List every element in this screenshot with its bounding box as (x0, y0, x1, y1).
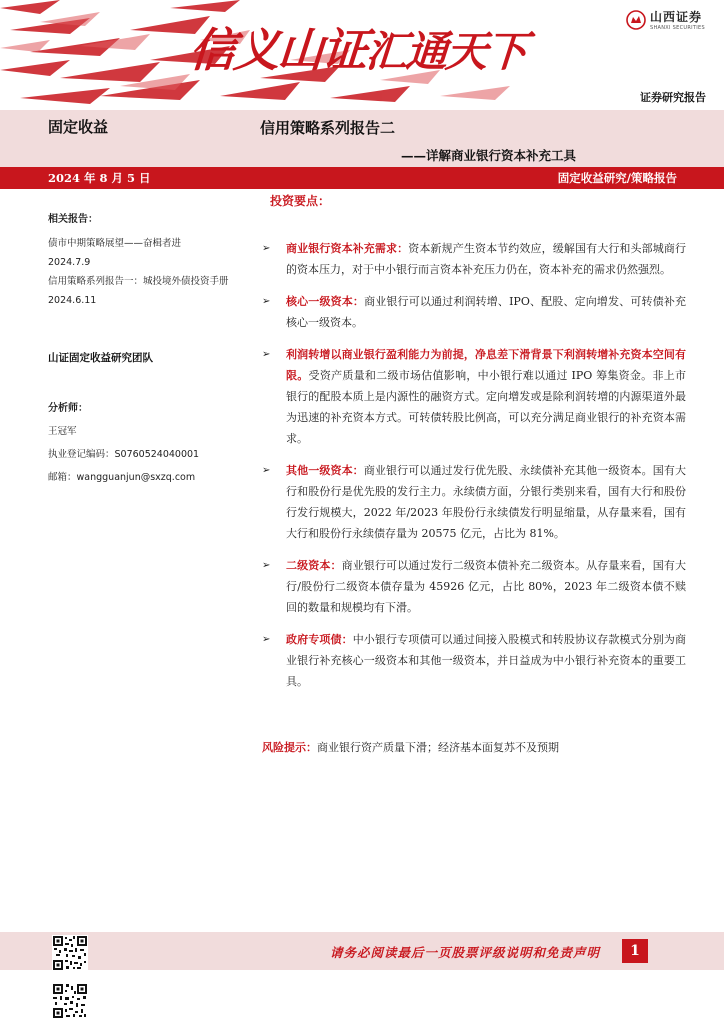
research-team: 山证固定收益研究团队 (48, 352, 153, 364)
page-title: 信用策略系列报告二 (260, 119, 396, 137)
report-date: 2024 年 8 月 5 日 (48, 171, 151, 185)
point-heading: 利润转增以商业银行盈利能力为前提，净息差下滑背景下利润转增补充资本空间有限。 (286, 348, 686, 382)
header-banner (0, 0, 724, 110)
date-band (0, 167, 724, 189)
title-band (0, 110, 724, 167)
logo-name: 山西证券 (650, 10, 703, 24)
analyst-heading: 分析师： (48, 403, 88, 414)
analyst-license: 执业登记编码：S0760524040001 (48, 449, 200, 460)
page-number: 1 (622, 939, 648, 963)
list-item (262, 555, 686, 618)
list-item (262, 344, 686, 449)
analyst-info (48, 399, 248, 489)
risk-text: 商业银行资产质量下滑；经济基本面复苏不及预期 (317, 741, 559, 754)
logo-icon (626, 10, 646, 30)
arrow-bullet-icon: ➢ (262, 465, 271, 476)
related-report-title[interactable]: 债市中期策略展望——奋楫者进 (48, 238, 182, 249)
list-item (262, 238, 686, 280)
category-label: 固定收益 (48, 118, 109, 136)
arrow-bullet-icon: ➢ (262, 560, 271, 571)
page-subtitle: ——详解商业银行资本补充工具 (400, 148, 576, 163)
point-body: 资本新规产生资本节约效应，缓解国有大行和头部城商行的资本压力，对于中小银行而言资本补充压力仍在，资本补充的需求仍然强烈。 (286, 242, 687, 276)
sidebar-related-reports (48, 210, 244, 310)
point-heading: 政府专项债： (286, 633, 353, 646)
point-heading: 商业银行资本补充需求： (286, 242, 409, 255)
related-report-date: 2024.6.11 (48, 295, 97, 306)
point-heading: 其他一级资本： (286, 464, 364, 477)
arrow-bullet-icon: ➢ (262, 296, 271, 307)
related-report-date: 2024.7.9 (48, 257, 91, 268)
point-heading: 二级资本： (286, 559, 342, 572)
point-body: 商业银行可以通过发行优先股、永续债补充其他一级资本。国有大行和股份行是优先股的发行主力。永续债方面，分银行类别来看，国有大行和股份行发行规模大，2022 年/2023 年股份行永续债发行明显缩量，从存量来看，国有大行和股份行永续债存量为 20575 亿元，占比为 81%。 (286, 464, 687, 540)
research-type-label: 固定收益研究/策略报告 (557, 171, 677, 185)
arrow-bullet-icon: ➢ (262, 243, 271, 254)
related-reports-heading: 相关报告： (48, 214, 98, 225)
disclaimer-notice: 请务必阅读最后一页股票评级说明和免责声明 (329, 945, 600, 960)
risk-warning (262, 737, 686, 758)
analyst-name: 王冠军 (48, 426, 77, 437)
slogan (188, 14, 529, 80)
qr-code-icon[interactable] (52, 983, 88, 1019)
list-item (262, 460, 686, 544)
point-heading: 核心一级资本： (286, 295, 365, 308)
risk-label: 风险提示： (262, 741, 317, 754)
point-body: 商业银行可以通过利润转增、IPO、配股、定向增发、可转债补充核心一级资本。 (286, 295, 686, 329)
investment-points-heading: 投资要点： (270, 194, 331, 208)
arrow-bullet-icon: ➢ (262, 349, 271, 360)
point-body: 商业银行可以通过发行二级资本债补充二级资本。从存量来看，国有大行/股份行二级资本债存量为 45926 亿元，占比 80%，2023 年二级资本债不赎回的数量和规模均有下滑。 (286, 559, 687, 614)
report-type-label: 证券研究报告 (640, 91, 706, 104)
qr-code-icon[interactable] (52, 935, 88, 971)
analyst-email[interactable]: 邮箱：wangguanjun@sxzq.com (48, 472, 196, 483)
slogan-part-b: 汇通天下 (363, 27, 528, 76)
company-logo (626, 8, 705, 31)
list-item (262, 291, 686, 333)
arrow-bullet-icon: ➢ (262, 634, 271, 645)
logo-name-en: SHANXI SECURITIES (650, 25, 705, 31)
slogan-part-a: 信义山证 (187, 23, 368, 77)
investment-points (262, 238, 686, 703)
list-item (262, 629, 686, 692)
point-body: 中小银行专项债可以通过间接入股模式和转股协议存款模式分别为商业银行补充核心一级资本和其他一级资本，并日益成为中小银行补充资本的重要工具。 (286, 633, 686, 688)
related-report-title[interactable]: 信用策略系列报告一：城投境外债投资手册 (48, 276, 229, 287)
point-body: 受资产质量和二级市场估值影响，中小银行难以通过 IPO 筹集资金。非上市银行的配股本质上是内源性的融资方式。定向增发或是除利润转增的内源渠道外最为迅速的补充资本方式。可转债转股比例高，可以充分满足商业银行的补充资本需求。 (286, 369, 686, 445)
